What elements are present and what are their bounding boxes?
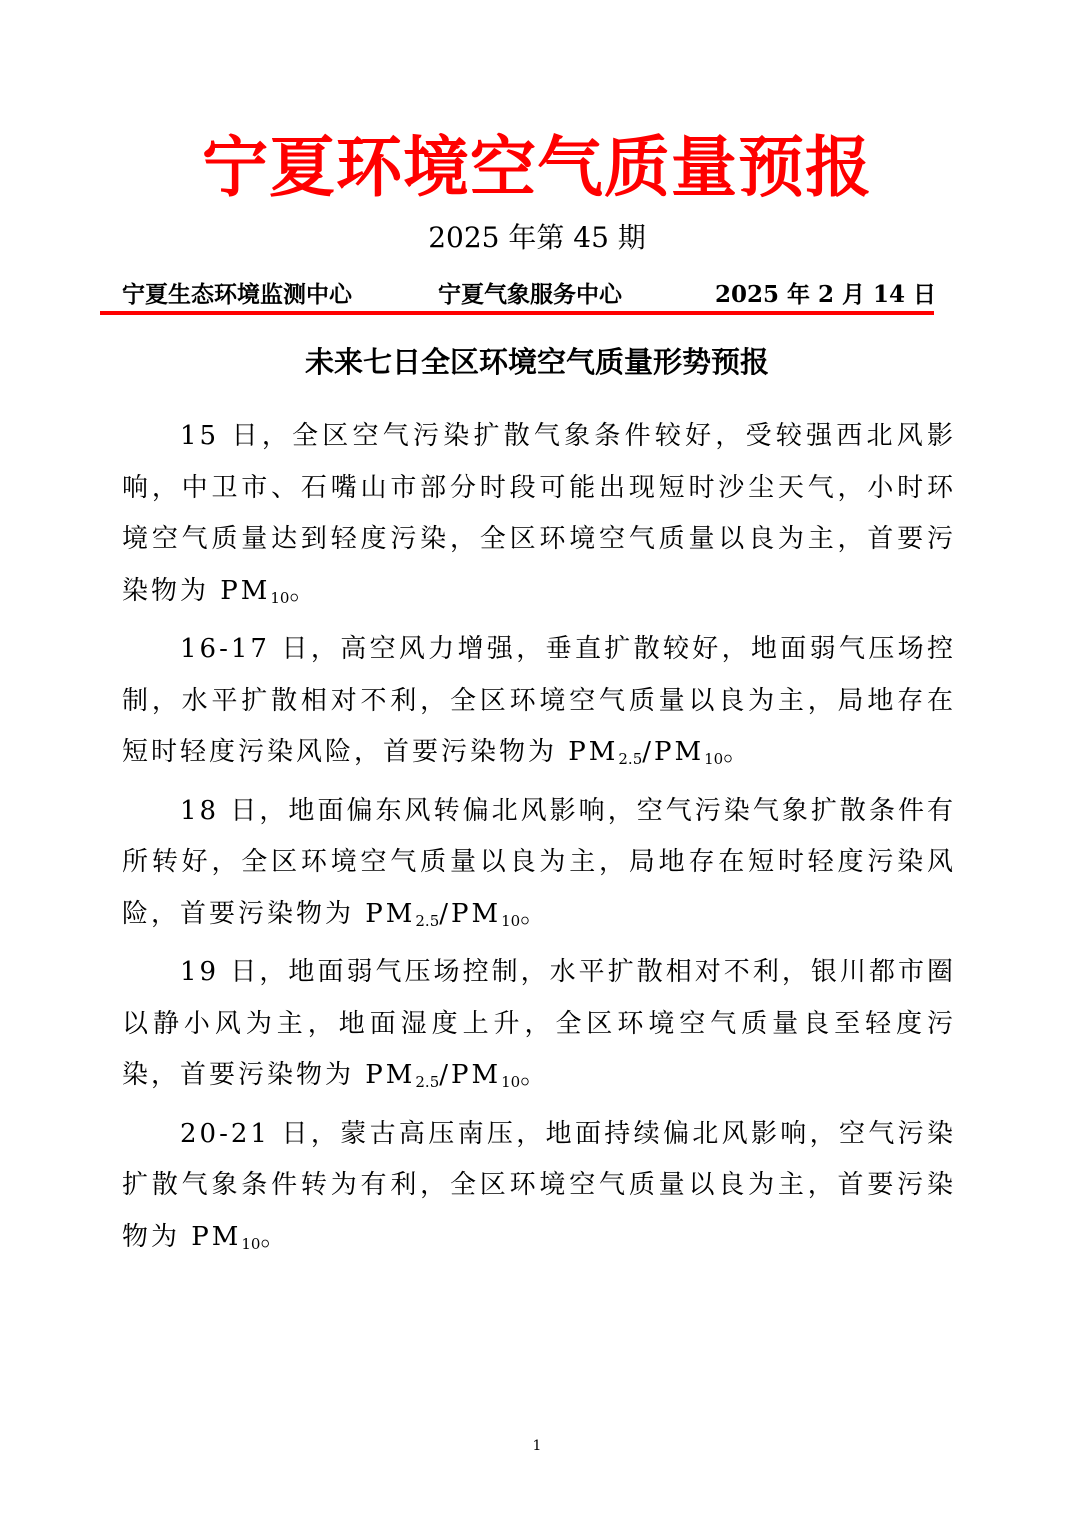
masthead-title: 宁夏环境空气质量预报 (202, 128, 872, 206)
subscript: 2.5 (415, 911, 440, 930)
issuer-monitoring-center: 宁夏生态环境监测中心 (122, 281, 352, 308)
subscript: 10 (241, 1234, 261, 1253)
subscript: 2.5 (415, 1073, 440, 1091)
paragraph-text: 19 日，地面弱气压场控制，水平扩散相对不利，银川都市圈以静小风为主，地面湿度上升，全区环境空气质量良至轻度污染，首要污染物为 PM (122, 957, 956, 1090)
paragraph-end: 。 (723, 737, 753, 767)
red-divider-line (100, 311, 934, 315)
pollutant-separator: /PM (642, 737, 705, 767)
paragraph-text: 15 日，全区空气污染扩散气象条件较好，受较强西北风影响，中卫市、石嘴山市部分时段可能出现短时沙尘天气，小时环境空气质量达到轻度污染，全区环境空气质量以良为主，首要污染物为 PM (122, 421, 956, 606)
forecast-body (122, 411, 956, 1270)
issue-date: 2025 年 2 月 14 日 (714, 281, 936, 308)
pollutant-separator: /PM (439, 1060, 502, 1090)
paragraph-text: 20-21 日，蒙古高压南压，地面持续偏北风影响，空气污染扩散气象条件转为有利，全区环境空气质量以良为主，首要污染物为 PM (122, 1118, 956, 1252)
paragraph-text: 16-17 日，高空风力增强，垂直扩散较好，地面弱气压场控制，水平扩散相对不利，全区环境空气质量以良为主，局地存在短时轻度污染风险，首要污染物为 PM (122, 634, 956, 767)
pollutant-separator: /PM (439, 898, 502, 929)
page-number: 1 (532, 1438, 542, 1454)
section-title: 未来七日全区环境空气质量形势预报 (304, 345, 769, 379)
paragraph-end: 。 (289, 575, 319, 606)
paragraph-end: 。 (260, 1221, 290, 1252)
paragraph-text: 18 日，地面偏东风转偏北风影响，空气污染气象扩散条件有所转好，全区环境空气质量以良为主，局地存在短时轻度污染风险，首要污染物为 PM (122, 795, 956, 929)
forecast-paragraph (122, 624, 956, 786)
issuer-meteorological-center: 宁夏气象服务中心 (438, 281, 622, 308)
issue-number: 2025 年第 45 期 (428, 221, 646, 254)
subscript: 2.5 (618, 750, 643, 768)
forecast-paragraph (122, 786, 956, 948)
paragraph-end: 。 (520, 1060, 550, 1090)
issuer-row (122, 277, 936, 313)
subscript: 10 (270, 588, 290, 607)
forecast-paragraph (122, 947, 956, 1109)
subscript: 10 (704, 750, 724, 768)
subscript: 10 (501, 1073, 521, 1091)
subscript: 10 (501, 911, 521, 930)
forecast-paragraph (122, 411, 956, 624)
paragraph-end: 。 (520, 898, 550, 929)
forecast-paragraph (122, 1109, 956, 1271)
